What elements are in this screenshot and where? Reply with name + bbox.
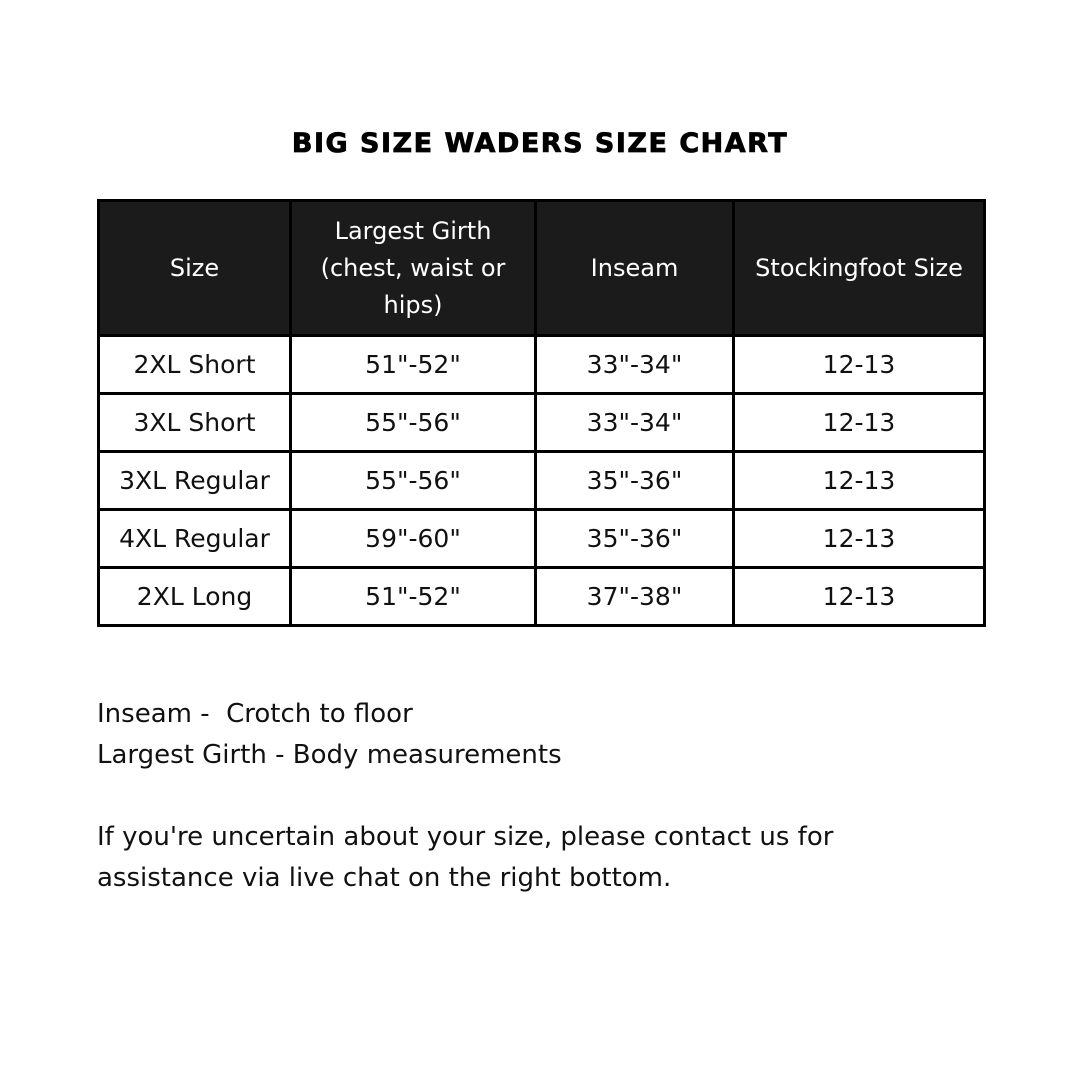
page-title: BIG SIZE WADERS SIZE CHART [291,128,789,159]
cell-stockingfoot: 12-13 [734,452,985,510]
cell-inseam: 33"-34" [536,336,734,394]
cell-girth: 51"-52" [291,336,536,394]
cell-inseam: 37"-38" [536,568,734,626]
header-inseam: Inseam [536,201,734,336]
cell-stockingfoot: 12-13 [734,510,985,568]
table-row [99,568,985,626]
cell-girth: 55"-56" [291,452,536,510]
cell-girth: 51"-52" [291,568,536,626]
girth-note: Largest Girth - Body measurements [97,740,562,770]
cell-girth: 55"-56" [291,394,536,452]
header-size: Size [99,201,291,336]
cell-size: 3XL Regular [99,452,291,510]
table-row [99,452,985,510]
cell-stockingfoot: 12-13 [734,336,985,394]
cell-inseam: 35"-36" [536,510,734,568]
table-header-row [99,201,985,336]
cell-stockingfoot: 12-13 [734,394,985,452]
cell-inseam: 35"-36" [536,452,734,510]
table-row [99,394,985,452]
table-row [99,336,985,394]
cell-inseam: 33"-34" [536,394,734,452]
cell-size: 3XL Short [99,394,291,452]
table-row [99,510,985,568]
cell-girth: 59"-60" [291,510,536,568]
help-text-line-2: assistance via live chat on the right bottom. [97,863,672,893]
cell-size: 2XL Short [99,336,291,394]
cell-size: 4XL Regular [99,510,291,568]
cell-stockingfoot: 12-13 [734,568,985,626]
help-text-line-1: If you're uncertain about your size, please contact us for [97,822,834,852]
size-chart-table [97,199,986,627]
cell-size: 2XL Long [99,568,291,626]
header-stockingfoot-size: Stockingfoot Size [734,201,985,336]
header-largest-girth: Largest Girth (chest, waist or hips) [291,201,536,336]
notes-spacer [97,776,997,817]
inseam-note: Inseam - Crotch to floor [97,699,413,729]
notes-section [97,694,997,899]
